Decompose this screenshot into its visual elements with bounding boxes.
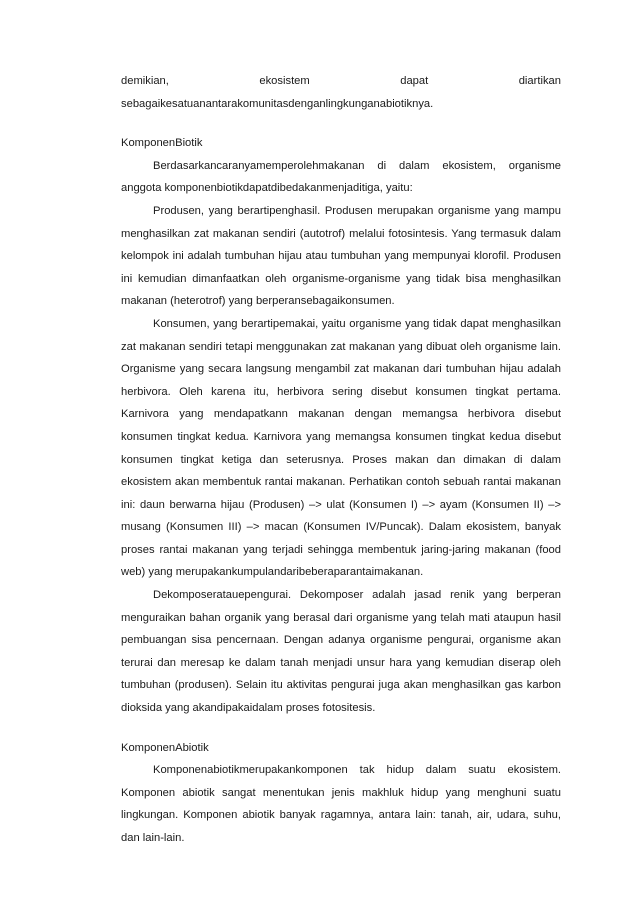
document-page [121,70,561,850]
section-gap [121,720,561,737]
paragraph-konsumen: Konsumen, yang berartipemakai, yaitu organisme yang tidak dapat menghasilkan zat makanan sendiri tetapi menggunakan zat makanan yang dibuat oleh organisme lain. Organisme yang secara langsung mengambil zat makanan dari tumbuhan hijau adalah herbivora. Oleh karena itu, herbivora sering disebut konsumen tingkat pertama. Karnivora yang mendapatkann makanan dengan memangsa herbivora disebut konsumen tingkat kedua. Karnivora yang memangsa konsumen tingkat kedua disebut konsumen tingkat ketiga dan seterusnya. Proses makan dan dimakan di dalam ekosistem akan membentuk rantai makanan. Perhatikan contoh sebuah rantai makanan ini: daun berwarna hijau (Produsen) –> ulat (Konsumen I) –> ayam (Konsumen II) –> musang (Konsumen III) –> macan (Konsumen IV/Puncak). Dalam ekosistem, banyak proses rantai makanan yang terjadi sehingga membentuk jaring-jaring makanan (food web) yang merupakankumpulandaribeberaparantaimakanan. [121,317,561,579]
paragraph-biotik-intro: Berdasarkancaranyamemperolehmakanan di dalam ekosistem, organisme anggota komponenbiotikdapatdibedakanmenjaditiga, yaitu: [121,159,561,195]
section-gap [121,115,561,132]
intro-line-2: sebagaikesatuanantarakomunitasdenganlingkunganabiotiknya. [121,97,434,110]
intro-line-1: demikian, ekosistem dapat diartikan [121,75,561,87]
paragraph-produsen: Produsen, yang berartipenghasil. Produsen merupakan organisme yang mampu menghasilkan zat makanan sendiri (autotrof) melalui fotosintesis. Yang termasuk dalam kelompok ini adalah tumbuhan hijau atau tumbuhan yang mempunyai klorofil. Produsen ini kemudian dimanfaatkan oleh organisme-organisme yang tidak bisa menghasilkan makanan (heterotrof) yang berperansebagaikonsumen. [121,204,561,308]
paragraph-abiotik: Komponenabiotikmerupakankomponen tak hidup dalam suatu ekosistem. Komponen abiotik sangat menentukan jenis makhluk hidup yang menghuni suatu lingkungan. Komponen abiotik banyak ragamnya, antara lain: tanah, air, udara, suhu, dan lain-lain. [121,764,561,844]
heading-komponen-abiotik: KomponenAbiotik [121,741,209,754]
heading-komponen-biotik: KomponenBiotik [121,137,203,150]
paragraph-dekomposer: Dekomposeratauepengurai. Dekomposer adalah jasad renik yang berperan menguraikan bahan organik yang berasal dari organisme yang telah mati ataupun hasil pembuangan sisa pencernaan. Dengan adanya organisme pengurai, organisme akan terurai dan meresap ke dalam tanah menjadi unsur hara yang kemudian diserap oleh tumbuhan (produsen). Selain itu aktivitas pengurai juga akan menghasilkan gas karbon dioksida yang akandipakaidalam proses fotositesis. [121,589,561,715]
